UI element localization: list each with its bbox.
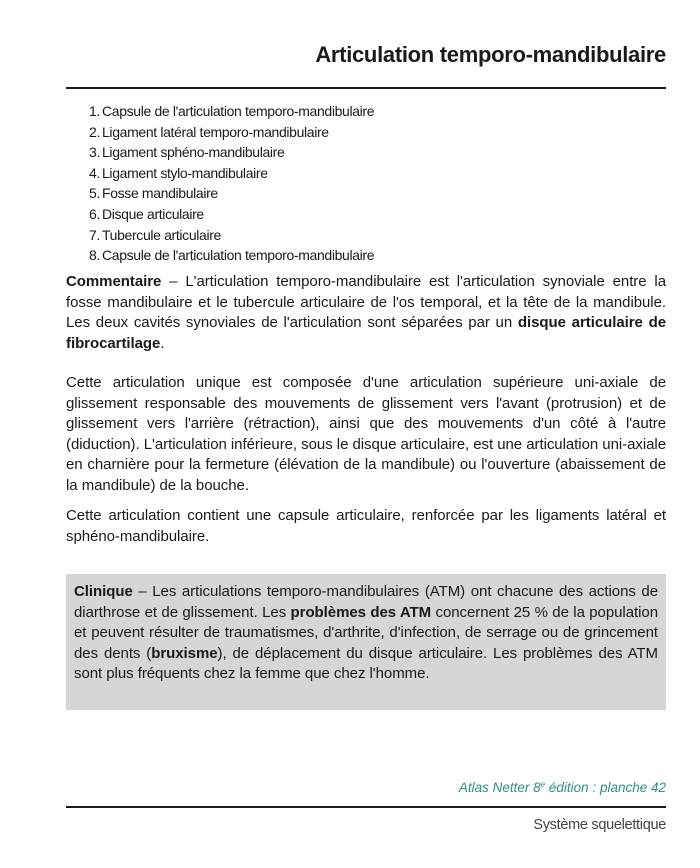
list-item: [72, 122, 374, 143]
item-number: 8.: [89, 247, 100, 264]
item-label: Fosse mandibulaire: [102, 185, 218, 202]
item-label: Tubercule articulaire: [102, 226, 221, 243]
clinique-box: [66, 574, 666, 710]
clinique-bold-1: problèmes des ATM: [290, 603, 432, 621]
list-item: [72, 163, 374, 184]
page-title: Articulation temporo-mandibulaire: [315, 42, 666, 67]
commentaire-bold-term: disque articulaire de fibrocartilage: [66, 314, 666, 352]
clinique-bold-2: bruxisme: [151, 644, 218, 662]
item-number: 5.: [89, 185, 100, 202]
commentaire-text-end: .: [160, 334, 165, 352]
commentaire-paragraph: [66, 272, 666, 354]
item-number: 7.: [89, 226, 100, 243]
item-label: Ligament latéral temporo-mandibulaire: [102, 123, 329, 140]
atlas-reference-sup: e: [540, 780, 546, 789]
commentaire-text: – L'articulation temporo-mandibulaire est l'articulation synoviale entre la fosse mandibulaire et le tubercule articulaire de l'os temporal, et la tête de la mandibule. Les deux cavités synoviales de l'articulation sont séparées par un: [66, 273, 666, 332]
atlas-reference-plate: édition : planche 42: [545, 780, 666, 795]
item-number: 2.: [89, 123, 100, 140]
atlas-reference: [459, 780, 666, 795]
commentaire-heading: Commentaire: [66, 273, 162, 290]
legend-list: [72, 101, 374, 266]
list-item: [72, 183, 374, 204]
paragraph-capsule: Cette articulation contient une capsule articulaire, renforcée par les ligaments latéral et sphéno-mandibulaire.: [66, 507, 666, 545]
item-number: 6.: [89, 205, 100, 222]
list-item: [72, 204, 374, 225]
paragraph-glissement: Cette articulation unique est composée d'une articulation supérieure uni-axiale de glissement responsable des mouvements de glissement vers l'avant (protrusion) et de glissement vers l'arrière (rétraction), ainsi que des mouvements d'un côté à l'autre (diduction). L'articulation inférieure, sous le disque articulaire, est une articulation uni-axiale en charnière pour la fermeture (élévation de la mandibule) ou l'ouverture (abaissement de la mandibule) de la bouche.: [66, 374, 666, 494]
list-item: [72, 142, 374, 163]
item-label: Capsule de l'articulation temporo-mandibulaire: [102, 247, 375, 264]
clinique-text-3: ), de déplacement du disque articulaire. Les problèmes des ATM sont plus fréquents chez la femme que chez l'homme.: [74, 644, 658, 683]
list-item: [72, 225, 374, 246]
item-number: 3.: [89, 144, 100, 161]
clinique-paragraph: [74, 582, 658, 685]
item-number: 1.: [89, 103, 100, 119]
item-number: 4.: [89, 164, 100, 181]
header-rule: [66, 87, 666, 89]
item-label: Ligament sphéno-mandibulaire: [102, 144, 285, 161]
footer-rule: [66, 806, 666, 808]
item-label: Ligament stylo-mandibulaire: [102, 164, 268, 181]
item-label: Capsule de l'articulation temporo-mandibulaire: [102, 103, 375, 119]
list-item: [72, 101, 374, 122]
clinique-text-2: concernent 25 % de la population et peuvent résulter de traumatismes, d'arthrite, d'infection, de serrage ou de grincement des dents (: [74, 603, 658, 662]
clinique-heading: Clinique: [74, 583, 133, 600]
list-item: [72, 245, 374, 266]
section-label: Système squelettique: [533, 817, 666, 833]
atlas-reference-text: Atlas Netter 8: [458, 780, 541, 795]
item-label: Disque articulaire: [102, 205, 204, 222]
clinique-text-1: – Les articulations temporo-mandibulaires (ATM) ont chacune des actions de diarthrose et de glissement. Les: [74, 583, 658, 621]
